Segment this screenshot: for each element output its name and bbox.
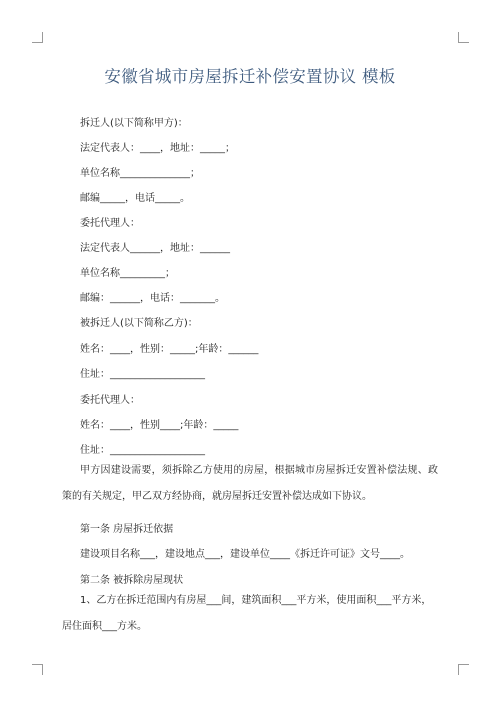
corner-mark-top-right xyxy=(458,32,469,43)
line-agent-legal-rep: 法定代表人______，地址：______ xyxy=(80,243,230,254)
line-agent-postcode: 邮编：______，电话：_______。 xyxy=(80,293,225,304)
line-relocatee-agent: 委托代理人： xyxy=(80,395,140,406)
line-relocator: 拆迁人(以下简称甲方)： xyxy=(80,118,188,129)
intro-paragraph: 甲方因建设需要，须拆除乙方使用的房屋，根据城市房屋拆迁安置补偿法规、政策的有关规定，甲乙双方经协商，就房屋拆迁安置补偿达成如下协议。 xyxy=(62,465,438,502)
line-agent-unit-name: 单位名称_________； xyxy=(80,268,175,279)
corner-mark-bottom-left xyxy=(32,664,43,675)
line-relocatee-agent-address: 住址：___________________ xyxy=(80,445,205,456)
line-unit-name: 单位名称______________； xyxy=(80,168,200,179)
corner-mark-top-left xyxy=(32,32,43,43)
line-postcode: 邮编_____，电话_____。 xyxy=(80,193,190,204)
article-1-body: 建设项目名称___，建设地点___，建设单位____《拆迁许可证》文号____。 xyxy=(80,549,410,560)
line-agent: 委托代理人： xyxy=(80,218,140,229)
corner-mark-bottom-right xyxy=(458,664,469,675)
document-title: 安徽省城市房屋拆迁补偿安置协议 模板 xyxy=(104,67,396,86)
line-relocatee: 被拆迁人(以下简称乙方)： xyxy=(80,318,198,329)
article-2-item-1: 1、乙方在拆迁范围内有房屋___间，建筑面积___平方米，使用面积___平方米，居住面积___方米。 xyxy=(62,595,432,632)
line-relocatee-info: 姓名：____，性别：_____;年龄：______ xyxy=(80,344,259,355)
article-1-heading: 第一条 房屋拆迁依据 xyxy=(80,524,174,535)
line-relocatee-agent-info: 姓名：____，性别____;年龄：_____ xyxy=(80,420,239,431)
line-legal-rep: 法定代表人：____，地址：_____； xyxy=(80,143,235,154)
line-relocatee-address: 住址：___________________ xyxy=(80,369,205,380)
article-2-heading: 第二条 被拆除房屋现状 xyxy=(80,575,184,586)
